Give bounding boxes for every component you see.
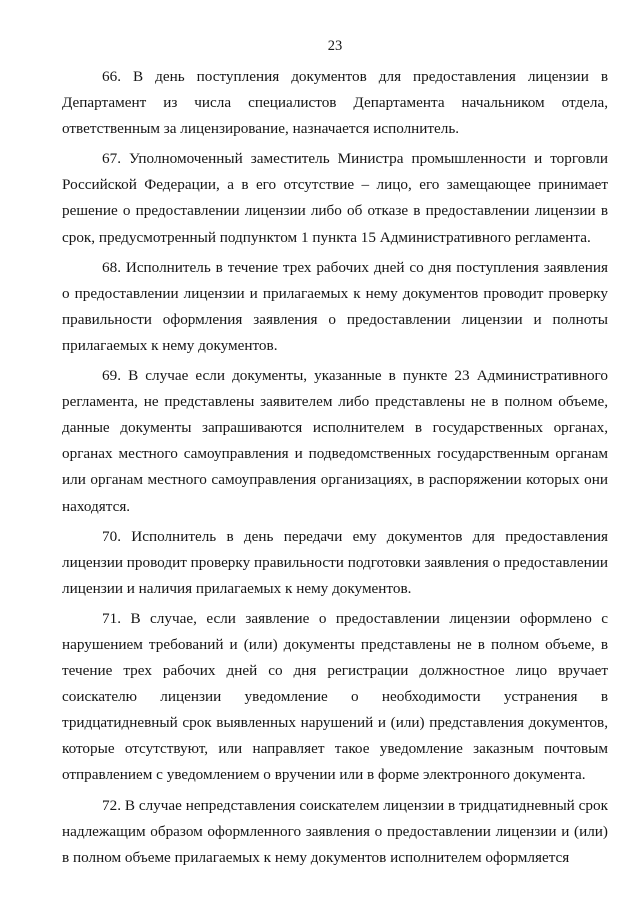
paragraph-69: 69. В случае если документы, указанные в пункте 23 Административного регламента, не представлены заявителем либо представлены не в полном объеме, данные документы запрашиваются исполнителем в государственных органах, органах местного самоуправления и подведомственных государственным органам или органам местного самоуправления организациях, в распоряжении которых они находятся. — [62, 367, 608, 515]
paragraph-70: 70. Исполнитель в день передачи ему документов для предоставления лицензии проводит проверку правильности подготовки заявления о предоставлении лицензии и наличия прилагаемых к нему документов. — [62, 527, 608, 597]
page-number: 23 — [327, 38, 343, 54]
paragraph-66: 66. В день поступления документов для предоставления лицензии в Департамент из числа специалистов Департамента начальником отдела, ответственным за лицензирование, назначается исполнитель. — [62, 68, 608, 138]
paragraph-67: 67. Уполномоченный заместитель Министра промышленности и торговли Российской Федерации, а в его отсутствие – лицо, его замещающее принимает решение о предоставлении лицензии либо об отказе в предоставлении лицензии в срок, предусмотренный подпунктом 1 пункта 15 Административного регламента. — [62, 150, 608, 246]
paragraph-68: 68. Исполнитель в течение трех рабочих дней со дня поступления заявления о предоставлении лицензии и прилагаемых к нему документов проводит проверку правильности оформления заявления о предоставлении лицензии и полноты прилагаемых к нему документов. — [62, 258, 608, 354]
paragraph-71: 71. В случае, если заявление о предоставлении лицензии оформлено с нарушением требований и (или) документы представлены не в полном объеме, в течение трех рабочих дней со дня регистрации должностное лицо вручает соискателю лицензии уведомление о необходимости устранения в тридцатидневный срок выявленных нарушений и (или) представления документов, которые отсутствуют, или направляет такое уведомление заказным почтовым отправлением с уведомлением о вручении или в форме электронного документа. — [62, 609, 608, 784]
paragraph-72: 72. В случае непредставления соискателем лицензии в тридцатидневный срок надлежащим образом оформленного заявления о предоставлении лицензии и (или) в полном объеме прилагаемых к нему документов исполнителем оформляется — [62, 796, 608, 866]
